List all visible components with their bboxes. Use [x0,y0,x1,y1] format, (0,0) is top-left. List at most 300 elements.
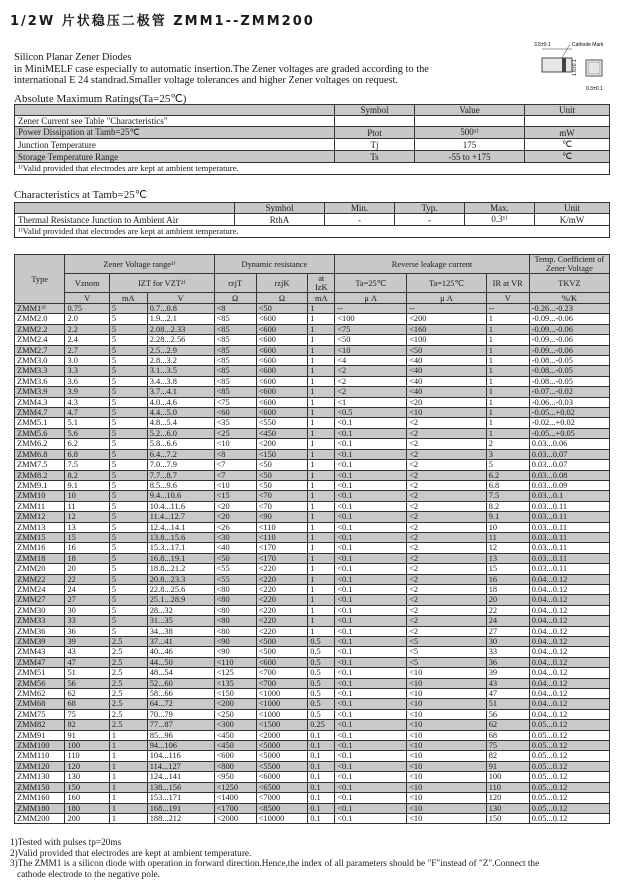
table-row [15,470,610,480]
cell-ir125: <2 [407,553,487,563]
cell-vr: 9.1 [486,512,529,522]
cell-vzt: 58...66 [147,689,214,699]
table-row [15,512,610,522]
cell-type: ZMM20 [15,564,65,574]
cell-rzjk: <600 [256,335,308,345]
cell-vznom: 24 [65,584,109,594]
amr-header-value: Value [415,105,525,116]
char-note-row [15,226,610,238]
cell-izt: 5 [109,449,147,459]
cell-tkvz: 0.03...0.11 [529,553,609,563]
cell-vzt: 3.1...3.5 [147,366,214,376]
table-row [15,803,610,813]
cell-ir125: <2 [407,616,487,626]
main-h2-rzjk: rzjK [256,274,308,293]
cell-vr: 8.2 [486,501,529,511]
cell-izt: 5 [109,314,147,324]
cell-ir125: <2 [407,522,487,532]
cell-izk: 1 [308,449,335,459]
cell-type: ZMM160 [15,793,65,803]
cell-type: ZMM18 [15,553,65,563]
cell-ir125: <20 [407,397,487,407]
cell-rzjk: <550 [256,418,308,428]
cell-ir25: <0.1 [335,772,407,782]
cell-rzjt: <950 [214,772,256,782]
cell-izt: 2.5 [109,699,147,709]
cell-ir125: <10 [407,689,487,699]
cell-tkvz: 0.03...0.07 [529,449,609,459]
main-header-zener: Zener Voltage range¹⁾ [65,255,214,274]
cell-vr: 6.8 [486,480,529,490]
amr-note-row [15,163,610,175]
cell-vr: 13 [486,553,529,563]
cell-vr: 110 [486,782,529,792]
cell-ir125: <2 [407,595,487,605]
cell-ir25: <0.1 [335,595,407,605]
table-row [15,397,610,407]
cell-tkvz: 0.03...0.11 [529,522,609,532]
cell-tkvz: 0.04...0.12 [529,574,609,584]
cell-ir25: <0.1 [335,522,407,532]
cell-rzjk: <170 [256,543,308,553]
cell-vznom: 43 [65,647,109,657]
cell-tkvz: 0.03...0.06 [529,439,609,449]
cell-type: ZMM120 [15,761,65,771]
cell-vr: 1 [486,376,529,386]
cell-izt: 5 [109,626,147,636]
cell-rzjk: <170 [256,553,308,563]
cell-tkvz: -0.26...-0.23 [529,304,609,314]
cell-type: ZMM5.6 [15,428,65,438]
cell-rzjt: <10 [214,439,256,449]
table-row [15,626,610,636]
cell-vznom: 160 [65,793,109,803]
cell-rzjk: <1000 [256,709,308,719]
cell-vznom: 2.0 [65,314,109,324]
cell-izk: 1 [308,564,335,574]
cell-rzjt: <15 [214,491,256,501]
cell-vr: 1 [486,387,529,397]
cell-type: ZMM1³⁾ [15,304,65,314]
cell-rzjt: <30 [214,532,256,542]
char-header-max: Max. [465,203,535,214]
cell-tkvz: 0.05...0.12 [529,741,609,751]
cell-vznom: 82 [65,720,109,730]
cell-vzt: 3.4...3.8 [147,376,214,386]
cell-izk: 0.1 [308,793,335,803]
cell-izt: 2.5 [109,678,147,688]
cell-vznom: 33 [65,616,109,626]
cell-vr: -- [486,304,529,314]
cell-izk: 0.5 [308,678,335,688]
diagram-diameter-label: 1.6±0.1 [572,59,578,76]
cell-vzt: 104...116 [147,751,214,761]
cell-vr: 91 [486,761,529,771]
cell-izt: 5 [109,595,147,605]
cell-izk: 1 [308,480,335,490]
cell-tkvz: -0.08...-0.05 [529,376,609,386]
cell-vr: 75 [486,741,529,751]
cell-vzt: 4.0...4.6 [147,397,214,407]
table-row [15,761,610,771]
table-row [15,741,610,751]
table-row [15,782,610,792]
cell-tkvz: 0.04...0.12 [529,668,609,678]
cell-tkvz: 0.05...0.12 [529,761,609,771]
cell-vznom: 27 [65,595,109,605]
table-row [15,605,610,615]
char-max: 0.3¹⁾ [465,214,535,226]
cell-type: ZMM10 [15,491,65,501]
cell-ir25: <0.1 [335,637,407,647]
cell-ir25: <0.1 [335,813,407,823]
cell-tkvz: 0.04...0.12 [529,678,609,688]
cell-vznom: 4.7 [65,408,109,418]
cell-rzjt: <40 [214,543,256,553]
diagram-end-label: 0.3±0.1 [586,86,603,92]
cell-ir25: <100 [335,314,407,324]
cell-izk: 0.1 [308,813,335,823]
cell-type: ZMM16 [15,543,65,553]
cell-ir125: <10 [407,678,487,688]
footnote-3: 3)The ZMM1 is a silicon diode with operation in forward direction.Hence,the index of all parameters should be "F"instead of "Z".Connect the [10,859,540,869]
cell-ir25: <0.1 [335,449,407,459]
table-row [15,345,610,355]
cell-ir125: <2 [407,543,487,553]
cell-tkvz: -0.08...-0.05 [529,356,609,366]
cell-ir25: <1 [335,397,407,407]
cell-izk: 1 [308,439,335,449]
main-header-temp: Temp. Coefficient of Zener Voltage [529,255,609,274]
zener-characteristics-table [14,254,610,824]
cell-vr: 1 [486,428,529,438]
cell-izt: 5 [109,532,147,542]
amr-unit [525,116,610,127]
cell-rzjt: <80 [214,616,256,626]
cell-tkvz: -0.06...-0.03 [529,397,609,407]
cell-type: ZMM100 [15,741,65,751]
cell-ir125: <10 [407,772,487,782]
amr-unit: mW [525,127,610,139]
table-row [15,595,610,605]
cell-rzjk: <600 [256,314,308,324]
cell-tkvz: 0.04...0.12 [529,595,609,605]
amr-row [15,139,610,151]
cell-izt: 1 [109,751,147,761]
char-header-row [15,203,610,214]
cell-rzjt: <55 [214,564,256,574]
cell-ir125: <10 [407,720,487,730]
cell-vznom: 62 [65,689,109,699]
cell-type: ZMM150 [15,782,65,792]
cell-rzjt: <1400 [214,793,256,803]
cell-ir125: <2 [407,564,487,574]
cell-vznom: 100 [65,741,109,751]
cell-vr: 7.5 [486,491,529,501]
cell-izt: 5 [109,335,147,345]
cell-rzjt: <800 [214,761,256,771]
cell-izt: 5 [109,460,147,470]
amr-symbol: Tj [335,139,415,151]
cell-vr: 150 [486,813,529,823]
cell-ir25: <0.1 [335,761,407,771]
cell-vr: 30 [486,637,529,647]
cell-izk: 0.5 [308,668,335,678]
footnote-2: 2)Valid provided that electrodes are kept at ambient temperature. [10,848,252,859]
cell-vznom: 3.6 [65,376,109,386]
cell-ir125: <5 [407,647,487,657]
cell-izk: 1 [308,366,335,376]
cell-vzt: 4.8...5.4 [147,418,214,428]
cell-rzjk: <200 [256,439,308,449]
main-header-row-2 [15,274,610,293]
cell-rzjt: <85 [214,387,256,397]
cell-type: ZMM2.7 [15,345,65,355]
cell-ir25: <0.1 [335,532,407,542]
cell-vznom: 150 [65,782,109,792]
char-header-unit: Unit [535,203,610,214]
cell-vr: 12 [486,543,529,553]
cell-ir125: <10 [407,751,487,761]
cell-tkvz: -0.05...+0.05 [529,428,609,438]
cell-vzt: 15.3...17.1 [147,543,214,553]
cell-ir25: <0.1 [335,553,407,563]
cell-vznom: 7.5 [65,460,109,470]
cell-ir25: <0.1 [335,480,407,490]
cell-vzt: 8.5...9.6 [147,480,214,490]
cell-rzjt: <200 [214,699,256,709]
cell-tkvz: 0.03...0.11 [529,543,609,553]
cell-rzjt: <90 [214,647,256,657]
cell-izt: 2.5 [109,657,147,667]
cell-rzjk: <7000 [256,793,308,803]
cell-izt: 5 [109,376,147,386]
cell-ir25: <0.1 [335,460,407,470]
cell-rzjk: <70 [256,491,308,501]
cell-rzjk: <220 [256,574,308,584]
cell-tkvz: 0.05...0.12 [529,751,609,761]
cell-izt: 1 [109,741,147,751]
cell-tkvz: -0.05...+0.02 [529,408,609,418]
page-title: 1/2W 片状稳压二极管 ZMM1--ZMM200 [10,14,315,29]
cell-ir125: <2 [407,512,487,522]
cell-izt: 1 [109,730,147,740]
cell-ir125: <2 [407,418,487,428]
cell-type: ZMM62 [15,689,65,699]
cell-tkvz: -0.08...-0.05 [529,366,609,376]
cell-vznom: 47 [65,657,109,667]
cell-izt: 5 [109,418,147,428]
diagram-length-label: 3.5±0.1 [534,42,551,48]
cell-vzt: 2.5...2.9 [147,345,214,355]
absolute-ratings-table [14,104,610,175]
cell-izt: 5 [109,574,147,584]
cell-vznom: 10 [65,491,109,501]
cell-rzjk: <110 [256,522,308,532]
table-row [15,751,610,761]
cell-tkvz: 0.05...0.12 [529,813,609,823]
cell-izt: 5 [109,605,147,615]
cell-vzt: 1.9...2.1 [147,314,214,324]
cell-rzjt: <80 [214,584,256,594]
cell-vznom: 5.6 [65,428,109,438]
cell-tkvz: -0.09...-0.06 [529,345,609,355]
cell-ir25: <0.1 [335,793,407,803]
cell-ir125: <5 [407,657,487,667]
cell-izk: 1 [308,376,335,386]
cell-type: ZMM110 [15,751,65,761]
cell-ir25: <0.5 [335,408,407,418]
cell-izt: 5 [109,408,147,418]
amr-symbol [335,116,415,127]
table-row [15,532,610,542]
cell-type: ZMM43 [15,647,65,657]
cell-rzjk: <6500 [256,782,308,792]
cell-vr: 39 [486,668,529,678]
cell-ir25: <0.1 [335,564,407,574]
cell-vznom: 56 [65,678,109,688]
cell-vr: 51 [486,699,529,709]
cell-rzjt: <85 [214,376,256,386]
cell-ir25: <0.1 [335,730,407,740]
cell-rzjt: <300 [214,720,256,730]
cell-izt: 2.5 [109,637,147,647]
cell-vzt: 2.08...2.33 [147,324,214,334]
cell-rzjt: <8 [214,304,256,314]
main-unit: %/K [529,293,609,304]
cell-izt: 5 [109,439,147,449]
cell-vznom: 9.1 [65,480,109,490]
cell-ir25: <0.1 [335,782,407,792]
cell-izk: 0.1 [308,761,335,771]
cell-izt: 1 [109,761,147,771]
cell-izk: 1 [308,314,335,324]
cell-tkvz: 0.04...0.12 [529,647,609,657]
main-unit: mA [308,293,335,304]
cell-izt: 5 [109,564,147,574]
cell-vznom: 51 [65,668,109,678]
cell-rzjt: <20 [214,501,256,511]
cell-ir25: <10 [335,345,407,355]
cell-rzjt: <135 [214,678,256,688]
cell-rzjt: <85 [214,335,256,345]
cell-rzjt: <10 [214,480,256,490]
cell-vzt: 5.2...6.0 [147,428,214,438]
cell-type: ZMM4.7 [15,408,65,418]
cell-izk: 1 [308,460,335,470]
cell-izt: 5 [109,584,147,594]
cell-ir25: <0.1 [335,647,407,657]
footnotes [10,838,615,880]
cell-izk: 0.1 [308,751,335,761]
cell-vzt: 70...79 [147,709,214,719]
cell-type: ZMM7.5 [15,460,65,470]
cell-tkvz: 0.04...0.12 [529,637,609,647]
cell-vzt: 2.28...2.56 [147,335,214,345]
cell-vr: 1 [486,356,529,366]
cell-vr: 3 [486,449,529,459]
cell-izt: 5 [109,553,147,563]
cell-type: ZMM9.1 [15,480,65,490]
cell-vznom: 200 [65,813,109,823]
cell-tkvz: 0.05...0.12 [529,803,609,813]
cell-type: ZMM6.2 [15,439,65,449]
cell-tkvz: 0.03...0.11 [529,532,609,542]
table-row [15,689,610,699]
cell-izt: 5 [109,491,147,501]
cell-vznom: 36 [65,626,109,636]
char-min: - [325,214,395,226]
cell-type: ZMM4.3 [15,397,65,407]
cell-vzt: 64...72 [147,699,214,709]
cell-ir125: <10 [407,741,487,751]
cell-vr: 5 [486,460,529,470]
table-row [15,522,610,532]
cell-izk: 1 [308,574,335,584]
cell-vr: 68 [486,730,529,740]
cell-vzt: 85...96 [147,730,214,740]
cell-ir125: <2 [407,605,487,615]
cell-vzt: 52...60 [147,678,214,688]
cell-tkvz: 0.04...0.12 [529,584,609,594]
cell-vzt: 94...106 [147,741,214,751]
cell-vznom: 15 [65,532,109,542]
amr-value: -55 to +175 [415,151,525,163]
table-row [15,408,610,418]
cell-ir125: <40 [407,366,487,376]
cell-type: ZMM8.2 [15,470,65,480]
cell-izk: 1 [308,626,335,636]
cell-type: ZMM6.8 [15,449,65,459]
cell-vzt: 6.4...7.2 [147,449,214,459]
cell-type: ZMM3.6 [15,376,65,386]
cell-type: ZMM47 [15,657,65,667]
amr-row [15,127,610,139]
cell-izt: 1 [109,782,147,792]
cell-vzt: 7.7...8.7 [147,470,214,480]
table-row [15,304,610,314]
cell-tkvz: 0.04...0.12 [529,657,609,667]
cell-vznom: 4.3 [65,397,109,407]
cell-ir125: <40 [407,376,487,386]
cell-rzjk: <220 [256,616,308,626]
cell-rzjk: <1000 [256,689,308,699]
cell-ir25: <0.1 [335,491,407,501]
cell-tkvz: 0.05...0.12 [529,782,609,792]
cell-rzjt: <80 [214,605,256,615]
cell-rzjk: <600 [256,366,308,376]
cell-vr: 27 [486,626,529,636]
cell-izt: 5 [109,356,147,366]
cell-vzt: 153...171 [147,793,214,803]
cell-rzjk: <150 [256,449,308,459]
cell-ir25: <0.1 [335,709,407,719]
cell-vzt: 168...191 [147,803,214,813]
cell-izk: 1 [308,512,335,522]
cell-vznom: 75 [65,709,109,719]
char-symbol: RthA [235,214,325,226]
cell-rzjk: <600 [256,345,308,355]
cell-vr: 1 [486,324,529,334]
cell-rzjk: <2000 [256,730,308,740]
intro-line-2: in MiniMELF case especially to automatic insertion.The Zener voltages are graded according to the [14,63,429,75]
cell-rzjt: <85 [214,314,256,324]
cell-vr: 1 [486,345,529,355]
amr-heading: Absolute Maximum Ratings(Ta=25℃) [14,93,187,105]
cell-type: ZMM75 [15,709,65,719]
cell-ir125: <10 [407,813,487,823]
cell-type: ZMM13 [15,522,65,532]
